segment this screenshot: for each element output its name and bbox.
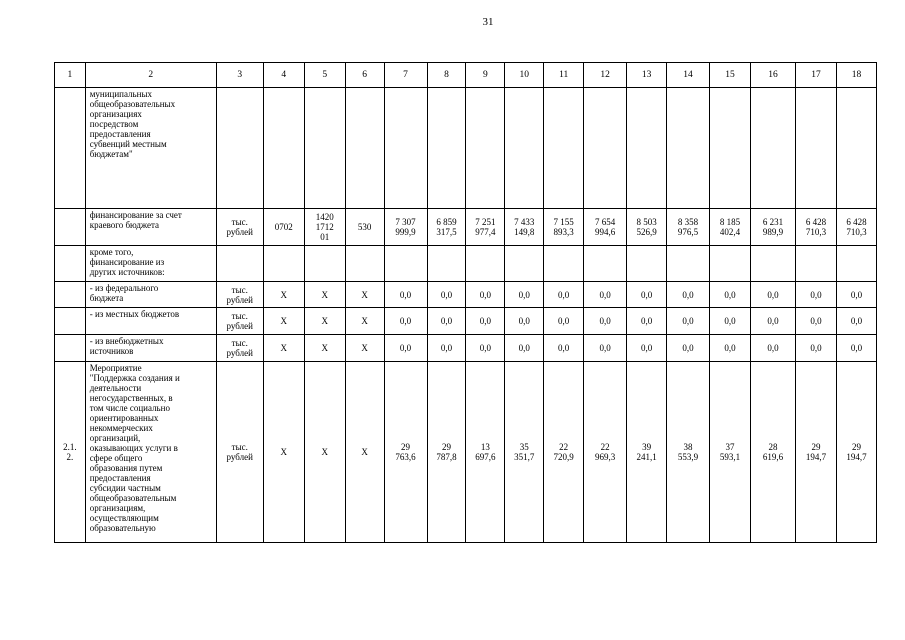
table-cell (55, 246, 86, 282)
table-cell: 0,0 (384, 308, 427, 335)
table-cell (304, 246, 345, 282)
table-cell: тыс. рублей (216, 308, 263, 335)
table-cell: 7 251 977,4 (466, 209, 505, 246)
table-cell: 0,0 (544, 308, 584, 335)
table-cell: 0,0 (796, 282, 837, 308)
table-cell (505, 88, 544, 209)
table-cell: 0,0 (836, 308, 876, 335)
table-cell: 0,0 (427, 282, 466, 308)
table-cell: тыс. рублей (216, 335, 263, 362)
table-cell: 37 593,1 (710, 362, 751, 543)
table-cell (796, 88, 837, 209)
table-cell (345, 246, 384, 282)
column-header: 7 (384, 63, 427, 88)
table-cell: 0,0 (750, 335, 795, 362)
table-row (55, 335, 877, 362)
table-cell (55, 335, 86, 362)
table-cell: 6 859 317,5 (427, 209, 466, 246)
table-cell: 8 185 402,4 (710, 209, 751, 246)
row-description-cell: муниципальных общеобразовательных организациях посредством предоставления субвенций местным бюджетам" (85, 88, 216, 209)
table-cell: 7 155 893,3 (544, 209, 584, 246)
table-cell: 0,0 (667, 335, 710, 362)
table-cell (667, 246, 710, 282)
column-header: 10 (505, 63, 544, 88)
table-cell: 29 194,7 (796, 362, 837, 543)
table-cell: 39 241,1 (627, 362, 667, 543)
table-cell (505, 246, 544, 282)
table-cell (627, 88, 667, 209)
table-cell (55, 88, 86, 209)
table-cell: X (263, 335, 304, 362)
column-header: 13 (627, 63, 667, 88)
table-cell: тыс. рублей (216, 282, 263, 308)
column-header: 3 (216, 63, 263, 88)
table-cell (55, 209, 86, 246)
table-cell (710, 246, 751, 282)
table-cell: 0,0 (710, 282, 751, 308)
table-cell: 6 428 710,3 (836, 209, 876, 246)
table-cell: X (304, 362, 345, 543)
table-cell (584, 88, 627, 209)
table-cell: 0,0 (584, 282, 627, 308)
row-description-cell: кроме того, финансирование из других источников: (85, 246, 216, 282)
row-description-cell: финансирование за счет краевого бюджета (85, 209, 216, 246)
table-cell: 0,0 (544, 282, 584, 308)
table-cell: 0702 (263, 209, 304, 246)
table-cell: 0,0 (584, 308, 627, 335)
table-cell: X (304, 335, 345, 362)
table-cell: 6 231 989,9 (750, 209, 795, 246)
table-cell (544, 246, 584, 282)
table-cell: 0,0 (796, 335, 837, 362)
table-cell: 0,0 (667, 308, 710, 335)
table-cell (384, 246, 427, 282)
table-cell (544, 88, 584, 209)
table-row (55, 246, 877, 282)
table-cell: 2.1. 2. (55, 362, 86, 543)
table-cell (263, 88, 304, 209)
table-cell: 29 194,7 (836, 362, 876, 543)
table-cell: тыс. рублей (216, 362, 263, 543)
column-header: 2 (85, 63, 216, 88)
table-header-row (55, 63, 877, 88)
table-row (55, 209, 877, 246)
table-cell: X (345, 362, 384, 543)
table-cell: X (345, 282, 384, 308)
table-cell (584, 246, 627, 282)
table-cell: X (263, 362, 304, 543)
table-cell (667, 88, 710, 209)
table-cell: 0,0 (584, 335, 627, 362)
table-cell: 29 787,8 (427, 362, 466, 543)
table-cell (427, 88, 466, 209)
table-cell (304, 88, 345, 209)
table-cell (710, 88, 751, 209)
table-row (55, 362, 877, 543)
table-cell (427, 246, 466, 282)
table-cell: 0,0 (427, 335, 466, 362)
column-header: 18 (836, 63, 876, 88)
table-cell: 0,0 (710, 308, 751, 335)
column-header: 6 (345, 63, 384, 88)
table-cell: X (345, 335, 384, 362)
table-cell: 0,0 (427, 308, 466, 335)
column-header: 1 (55, 63, 86, 88)
table-cell (384, 88, 427, 209)
row-description-cell: - из внебюджетных источников (85, 335, 216, 362)
column-header: 9 (466, 63, 505, 88)
table-cell: 7 433 149,8 (505, 209, 544, 246)
table-row (55, 88, 877, 209)
table-cell: 38 553,9 (667, 362, 710, 543)
table-cell: 0,0 (505, 335, 544, 362)
column-header: 16 (750, 63, 795, 88)
table-cell: 0,0 (710, 335, 751, 362)
table-cell (836, 88, 876, 209)
table-cell: 0,0 (384, 282, 427, 308)
table-cell: X (263, 282, 304, 308)
budget-table (54, 62, 877, 543)
table-cell: 0,0 (750, 282, 795, 308)
table-cell: 28 619,6 (750, 362, 795, 543)
table-cell: 8 503 526,9 (627, 209, 667, 246)
table-cell (55, 308, 86, 335)
table-cell (263, 246, 304, 282)
column-header: 15 (710, 63, 751, 88)
table-cell: 0,0 (505, 282, 544, 308)
table-cell: 13 697,6 (466, 362, 505, 543)
table-cell: 1420 1712 01 (304, 209, 345, 246)
table-cell (55, 282, 86, 308)
table-cell: 7 307 999,9 (384, 209, 427, 246)
table-cell: 530 (345, 209, 384, 246)
table-cell: 0,0 (836, 282, 876, 308)
table-cell: 0,0 (667, 282, 710, 308)
row-description-cell: - из федерального бюджета (85, 282, 216, 308)
table-cell: X (263, 308, 304, 335)
table-cell: 0,0 (384, 335, 427, 362)
table-cell: 0,0 (466, 308, 505, 335)
table-cell: 0,0 (750, 308, 795, 335)
table-cell: X (304, 282, 345, 308)
table-cell (216, 88, 263, 209)
table-cell (466, 246, 505, 282)
column-header: 12 (584, 63, 627, 88)
table-cell: 0,0 (796, 308, 837, 335)
table-cell (216, 246, 263, 282)
table-cell (836, 246, 876, 282)
table-cell: X (345, 308, 384, 335)
row-description-cell: Мероприятие "Поддержка создания и деятельности негосударственных, в том числе социально ориентированных некоммерческих организаций, оказывающих услуги в сфере общего образования путем предоставления субсидии частным общеобразовательным организациям, осуществляющим образовательную (85, 362, 216, 543)
table-cell: 35 351,7 (505, 362, 544, 543)
column-header: 14 (667, 63, 710, 88)
table-cell: 0,0 (466, 335, 505, 362)
column-header: 5 (304, 63, 345, 88)
row-description-cell: - из местных бюджетов (85, 308, 216, 335)
column-header: 17 (796, 63, 837, 88)
table-cell: X (304, 308, 345, 335)
table-cell (345, 88, 384, 209)
table-cell (466, 88, 505, 209)
table-cell: 22 969,3 (584, 362, 627, 543)
table-cell: 0,0 (836, 335, 876, 362)
table-cell: 6 428 710,3 (796, 209, 837, 246)
column-header: 8 (427, 63, 466, 88)
table-cell: 22 720,9 (544, 362, 584, 543)
table-cell: 0,0 (505, 308, 544, 335)
table-row (55, 308, 877, 335)
table-cell (750, 88, 795, 209)
column-header: 4 (263, 63, 304, 88)
column-header: 11 (544, 63, 584, 88)
table-cell: 29 763,6 (384, 362, 427, 543)
table-cell: тыс. рублей (216, 209, 263, 246)
table-cell (750, 246, 795, 282)
table-cell: 0,0 (466, 282, 505, 308)
page-number: 31 (482, 16, 494, 28)
table-cell (796, 246, 837, 282)
table-cell (627, 246, 667, 282)
table-cell: 0,0 (627, 335, 667, 362)
table-cell: 7 654 994,6 (584, 209, 627, 246)
table-cell: 0,0 (544, 335, 584, 362)
table-cell: 0,0 (627, 308, 667, 335)
table-cell: 0,0 (627, 282, 667, 308)
table-cell: 8 358 976,5 (667, 209, 710, 246)
table-row (55, 282, 877, 308)
